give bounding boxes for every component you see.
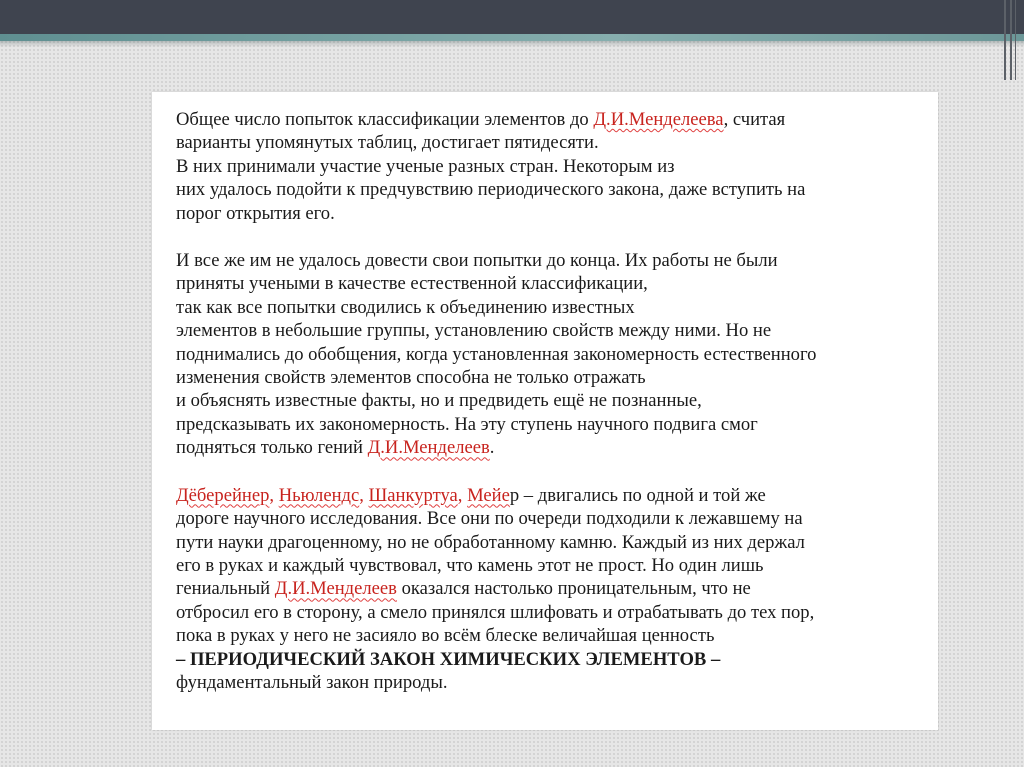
mendeleev-name: Д.И.Менделеев <box>367 437 490 459</box>
text-line <box>176 202 928 225</box>
text-line <box>176 554 928 577</box>
text-line <box>176 507 928 530</box>
text-run: предсказывать их закономерность. На эту ступень научного подвига смог <box>176 413 758 435</box>
mendeleev-name: Д.И.Менделеев <box>274 578 397 600</box>
accent-shadow <box>0 41 1024 47</box>
text-run: – ПЕРИОДИЧЕСКИЙ ЗАКОН ХИМИЧЕСКИХ ЭЛЕМЕНТОВ – <box>176 648 721 670</box>
text-run: . <box>489 437 495 459</box>
name-separator: , <box>457 484 468 506</box>
text-run: пути науки драгоценному, но не обработанному камню. Каждый из них держал <box>176 531 805 553</box>
text-run: фундаментальный закон природы. <box>176 671 448 693</box>
text-run: пока в руках у него не засияло во всём блеске величайшая ценность <box>176 625 715 647</box>
text-line <box>176 155 928 178</box>
text-run: поднимались до обобщения, когда установленная закономерность естественного <box>176 343 817 365</box>
name-separator: , <box>269 484 279 506</box>
slide-text-box <box>152 92 938 730</box>
paragraph-2 <box>176 249 928 460</box>
name-separator: , <box>359 484 369 506</box>
text-line <box>176 648 928 671</box>
decor-line <box>1015 0 1016 80</box>
text-run: гениальный <box>176 578 275 600</box>
text-line <box>176 389 928 412</box>
text-run: подняться только гений <box>176 437 368 459</box>
text-line <box>176 366 928 389</box>
text-line <box>176 484 928 507</box>
text-line <box>176 531 928 554</box>
text-run: отбросил его в сторону, а смело принялся шлифовать и отрабатывать до тех пор, <box>176 601 815 623</box>
title-bar <box>0 0 1024 34</box>
paragraph-3 <box>176 484 928 695</box>
text-run: , считая <box>723 109 786 130</box>
text-line <box>176 249 928 272</box>
text-line <box>176 131 928 154</box>
scientist-name: Мейе <box>467 484 510 506</box>
text-run: них удалось подойти к предчувствию периодического закона, даже вступить на <box>176 179 806 201</box>
decor-line <box>1004 0 1006 80</box>
text-run: варианты упомянутых таблиц, достигает пятидесяти. <box>176 132 599 154</box>
scientist-name: Ньюлендс <box>278 484 360 506</box>
text-run: оказался настолько проницательным, что не <box>396 578 751 600</box>
paragraph-1 <box>176 108 928 225</box>
text-line <box>176 577 928 600</box>
text-run: Общее число попыток классификации элементов до <box>176 109 594 130</box>
text-run: приняты учеными в качестве естественной классификации, <box>176 273 648 295</box>
scientist-name: Дёберейнер <box>176 484 270 506</box>
decor-line <box>1010 0 1012 80</box>
text-line <box>176 624 928 647</box>
text-line <box>176 319 928 342</box>
text-run: и объяснять известные факты, но и предвидеть ещё не познанные, <box>176 390 702 412</box>
scientist-name: Шанкуртуа <box>368 484 458 506</box>
text-line <box>176 413 928 436</box>
text-line <box>176 108 928 131</box>
text-line <box>176 272 928 295</box>
text-run: изменения свойств элементов способна не только отражать <box>176 367 646 389</box>
mendeleev-name: Д.И.Менделеева <box>593 109 724 130</box>
text-run: его в руках и каждый чувствовал, что камень этот не прост. Но один лишь <box>176 554 764 576</box>
text-run: порог открытия его. <box>176 202 335 224</box>
text-run: элементов в небольшие группы, установлению свойств между ними. Но не <box>176 320 772 342</box>
text-run: так как все попытки сводились к объединению известных <box>176 296 635 318</box>
text-line <box>176 178 928 201</box>
text-line <box>176 296 928 319</box>
text-run: р – двигались по одной и той же <box>509 484 766 506</box>
text-line <box>176 436 928 459</box>
accent-stripe <box>0 34 1024 41</box>
text-run: И все же им не удалось довести свои попытки до конца. Их работы не были <box>176 250 778 272</box>
text-run: В них принимали участие ученые разных стран. Некоторым из <box>176 155 675 177</box>
text-line <box>176 671 928 694</box>
text-line <box>176 343 928 366</box>
text-line <box>176 601 928 624</box>
text-run: дороге научного исследования. Все они по очереди подходили к лежавшему на <box>176 508 803 530</box>
